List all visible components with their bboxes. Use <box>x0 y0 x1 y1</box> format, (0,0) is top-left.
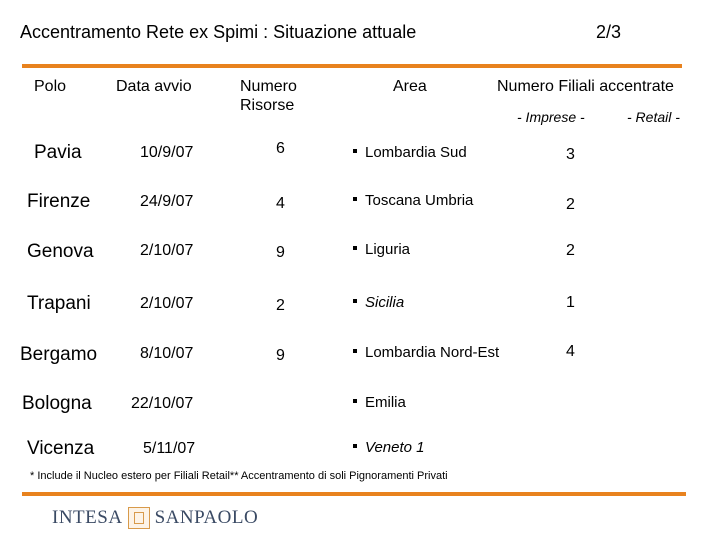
bullet-icon <box>353 149 357 153</box>
col-header-polo: Polo <box>34 78 67 95</box>
row-area: Lombardia Sud <box>353 144 467 161</box>
row-risorse: 6 <box>276 140 285 157</box>
row-imprese: 2 <box>566 242 575 259</box>
col-header-retail: - Retail - <box>627 109 680 125</box>
row-polo: Firenze <box>27 191 91 212</box>
row-risorse: 2 <box>276 297 285 314</box>
row-data-avvio: 22/10/07 <box>131 395 194 412</box>
top-divider <box>22 64 682 68</box>
row-imprese: 2 <box>566 196 575 213</box>
row-polo: Bologna <box>22 393 92 414</box>
row-polo: Bergamo <box>20 344 98 365</box>
col-header-data-avvio: Data avvio <box>116 78 192 95</box>
row-risorse: 9 <box>276 244 285 261</box>
row-data-avvio: 2/10/07 <box>140 242 194 259</box>
col-header-numero-risorse-line1: Numero <box>240 78 297 95</box>
logo-mark-icon <box>128 507 150 529</box>
row-area: Lombardia Nord-Est <box>353 344 499 361</box>
footnote: * Include il Nucleo estero per Filiali Retail** Accentramento di soli Pignoramenti Privati <box>30 470 448 482</box>
row-polo: Genova <box>27 241 94 262</box>
row-area: Emilia <box>353 394 406 411</box>
bullet-icon <box>353 399 357 403</box>
row-data-avvio: 8/10/07 <box>140 345 194 362</box>
row-data-avvio: 2/10/07 <box>140 295 194 312</box>
row-area: Toscana Umbria <box>353 192 473 209</box>
row-data-avvio: 5/11/07 <box>143 440 196 457</box>
bottom-divider <box>22 492 686 496</box>
col-header-numero-filiali: Numero Filiali accentrate <box>497 78 674 95</box>
col-header-area: Area <box>393 78 427 95</box>
bullet-icon <box>353 299 357 303</box>
row-imprese: 1 <box>566 294 575 311</box>
logo-word-right: SANPAOLO <box>154 507 259 528</box>
row-data-avvio: 24/9/07 <box>140 193 194 210</box>
col-header-imprese: - Imprese - <box>517 109 585 125</box>
row-polo: Pavia <box>34 142 82 163</box>
row-area: Veneto 1 <box>353 439 425 456</box>
logo-word-left: INTESA <box>52 507 123 528</box>
row-polo: Trapani <box>27 293 91 314</box>
col-header-numero-risorse-line2: Risorse <box>240 97 295 114</box>
bullet-icon <box>353 246 357 250</box>
row-imprese: 4 <box>566 343 575 360</box>
row-risorse: 9 <box>276 347 285 364</box>
row-area: Sicilia <box>353 294 404 311</box>
page-number: 2/3 <box>596 22 622 42</box>
row-area: Liguria <box>353 241 410 258</box>
bullet-icon <box>353 197 357 201</box>
row-imprese: 3 <box>566 146 575 163</box>
page-title: Accentramento Rete ex Spimi : Situazione attuale <box>20 22 417 42</box>
row-data-avvio: 10/9/07 <box>140 144 194 161</box>
row-risorse: 4 <box>276 195 285 212</box>
intesa-sanpaolo-logo <box>52 505 258 531</box>
bullet-icon <box>353 349 357 353</box>
bullet-icon <box>353 444 357 448</box>
row-polo: Vicenza <box>27 438 95 459</box>
